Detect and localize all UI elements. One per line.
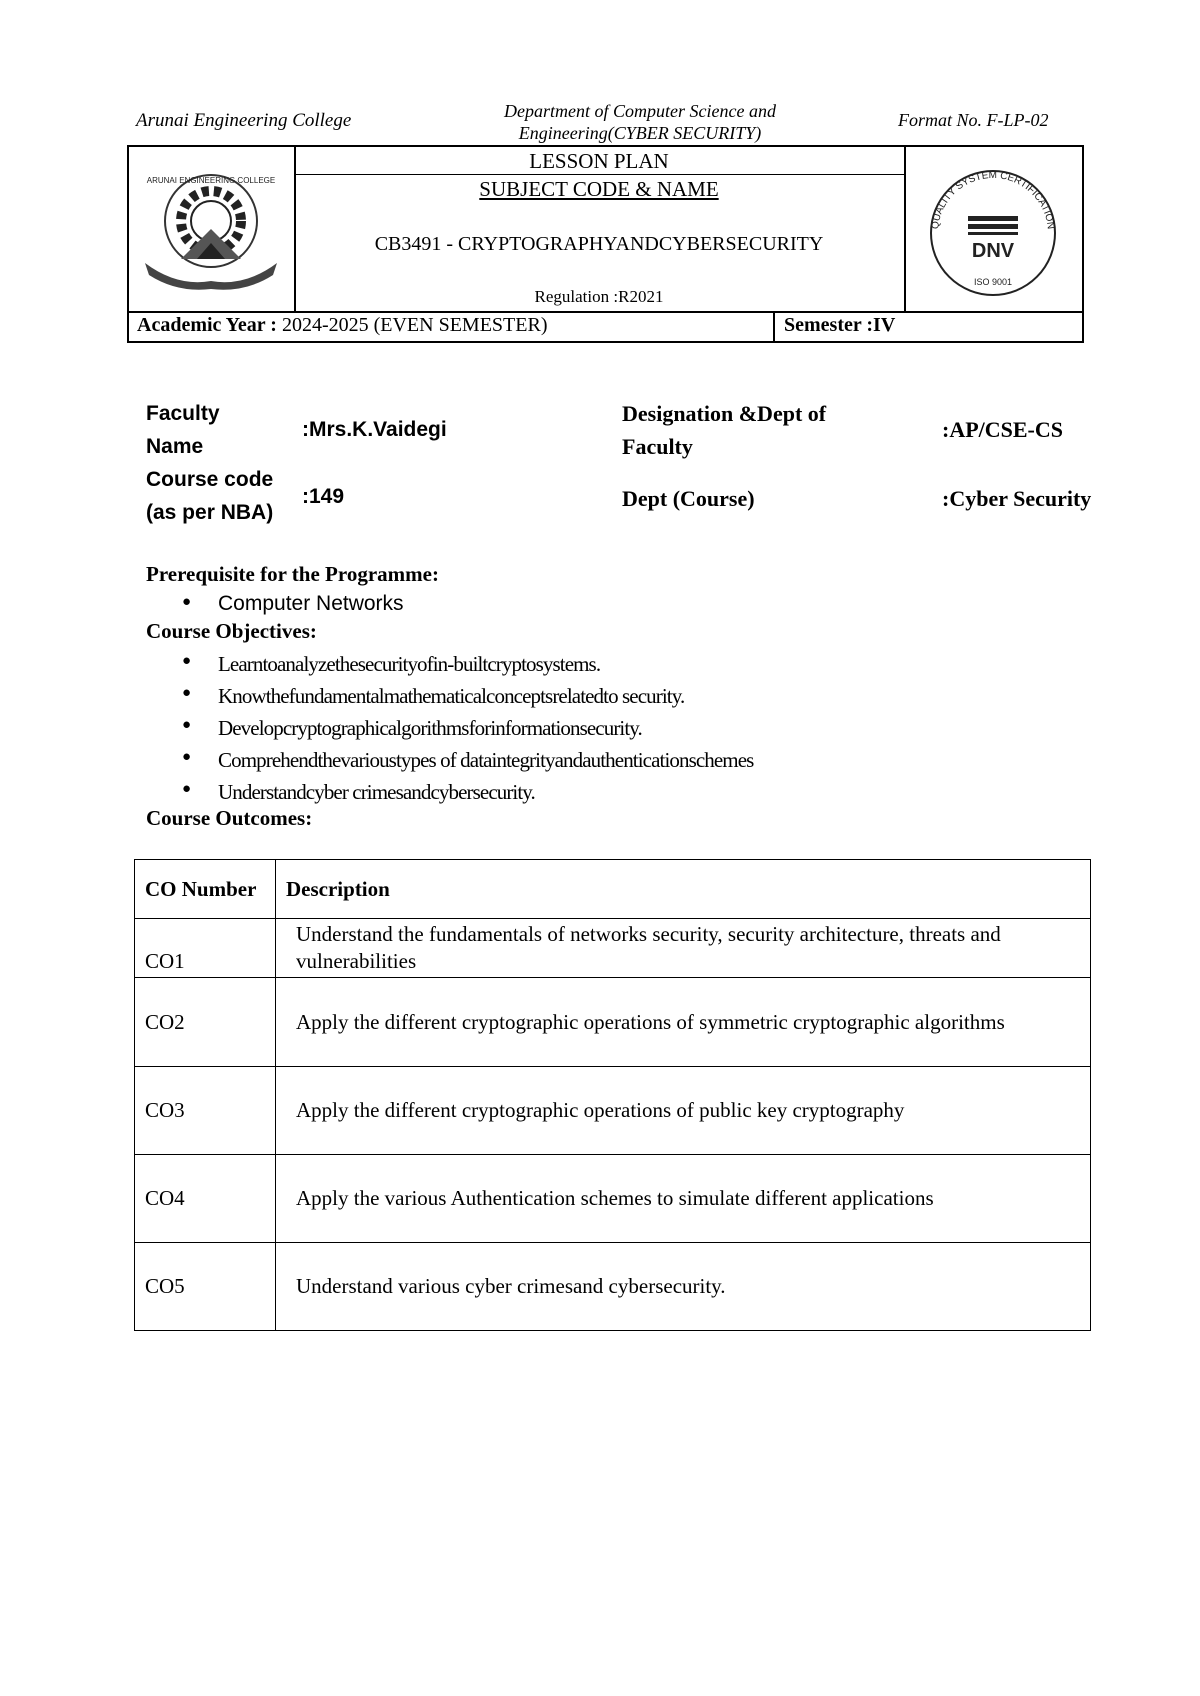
iso-label: ISO 9001 bbox=[973, 277, 1013, 287]
academic-year-label: Academic Year : bbox=[137, 314, 277, 336]
subject-code-name: CB3491 - CRYPTOGRAPHYANDCYBERSECURITY bbox=[374, 233, 824, 255]
co-number: CO2 bbox=[135, 978, 276, 1067]
designation-value: :AP/CSE-CS bbox=[942, 417, 1064, 442]
co-description: Apply the different cryptographic operations of public key cryptography bbox=[276, 1067, 1091, 1155]
co-description: Apply the different cryptographic operations of symmetric cryptographic algorithms bbox=[276, 978, 1091, 1067]
department-name: Department of Computer Science and Engineering(CYBER SECURITY) bbox=[504, 101, 776, 143]
list-item: ● Understandcyber crimesandcybersecurity. bbox=[182, 780, 753, 812]
lesson-plan-title: LESSON PLAN bbox=[529, 149, 669, 173]
co-number: CO5 bbox=[135, 1243, 276, 1331]
table-header-row bbox=[135, 860, 1091, 919]
list-item: ● Learntoanalyzethesecurityofin-builtcryptosystems. bbox=[182, 652, 753, 684]
college-name: Arunai Engineering College bbox=[136, 110, 352, 131]
dept-course-value: :Cyber Security bbox=[942, 486, 1092, 511]
certification-ring-text: QUALITY SYSTEM CERTIFICATION bbox=[930, 170, 1056, 230]
format-number: Format No. F-LP-02 bbox=[898, 110, 1049, 130]
objectives-title: Course Objectives: bbox=[146, 619, 317, 643]
list-item: ● Comprehendthevarioustypes of dataintegrityandauthenticationschemes bbox=[182, 748, 753, 780]
designation-label: Designation &Dept of Faculty bbox=[622, 401, 827, 459]
certification-logo bbox=[918, 158, 1068, 298]
gear-emblem-icon bbox=[145, 175, 277, 290]
semester: Semester :IV bbox=[784, 314, 896, 336]
course-outcomes-table bbox=[134, 859, 1091, 1331]
co-number: CO4 bbox=[135, 1155, 276, 1243]
co-number-header: CO Number bbox=[135, 860, 276, 919]
course-code-label: Course code (as per NBA) bbox=[146, 468, 274, 524]
table-row bbox=[135, 1155, 1091, 1243]
dnv-brand: DNV bbox=[971, 240, 1015, 262]
list-item: ● Computer Networks bbox=[182, 592, 404, 624]
table-row bbox=[135, 919, 1091, 978]
description-header: Description bbox=[276, 860, 1091, 919]
co-description: Understand various cyber crimesand cybersecurity. bbox=[276, 1243, 1091, 1331]
course-code-value: :149 bbox=[302, 485, 345, 508]
table-row bbox=[135, 1067, 1091, 1155]
subject-heading: SUBJECT CODE & NAME bbox=[479, 177, 719, 201]
table-row bbox=[135, 1243, 1091, 1331]
academic-year bbox=[137, 314, 548, 337]
prerequisite-title: Prerequisite for the Programme: bbox=[146, 562, 439, 586]
list-item: ● Developcryptographicalgorithmsforinformationsecurity. bbox=[182, 716, 753, 748]
co-description: Understand the fundamentals of networks security, security architecture, threats and vulnerabilities bbox=[276, 919, 1091, 978]
co-description: Apply the various Authentication schemes to simulate different applications bbox=[276, 1155, 1091, 1243]
faculty-name-value: :Mrs.K.Vaidegi bbox=[302, 418, 447, 441]
co-number: CO3 bbox=[135, 1067, 276, 1155]
college-logo bbox=[137, 163, 285, 293]
faculty-name-label: Faculty Name bbox=[146, 402, 220, 458]
college-logo-text: ARUNAI ENGINEERING COLLEGE bbox=[146, 176, 276, 185]
co-number: CO1 bbox=[135, 919, 276, 978]
objectives-list bbox=[182, 652, 753, 812]
table-row bbox=[135, 978, 1091, 1067]
list-item: ● Knowthefundamentalmathematicalconceptsrelatedto security. bbox=[182, 684, 753, 716]
regulation: Regulation :R2021 bbox=[534, 287, 664, 306]
outcomes-title: Course Outcomes: bbox=[146, 806, 313, 830]
dept-course-label: Dept (Course) bbox=[622, 486, 755, 511]
academic-year-value: 2024-2025 (EVEN SEMESTER) bbox=[281, 314, 548, 336]
